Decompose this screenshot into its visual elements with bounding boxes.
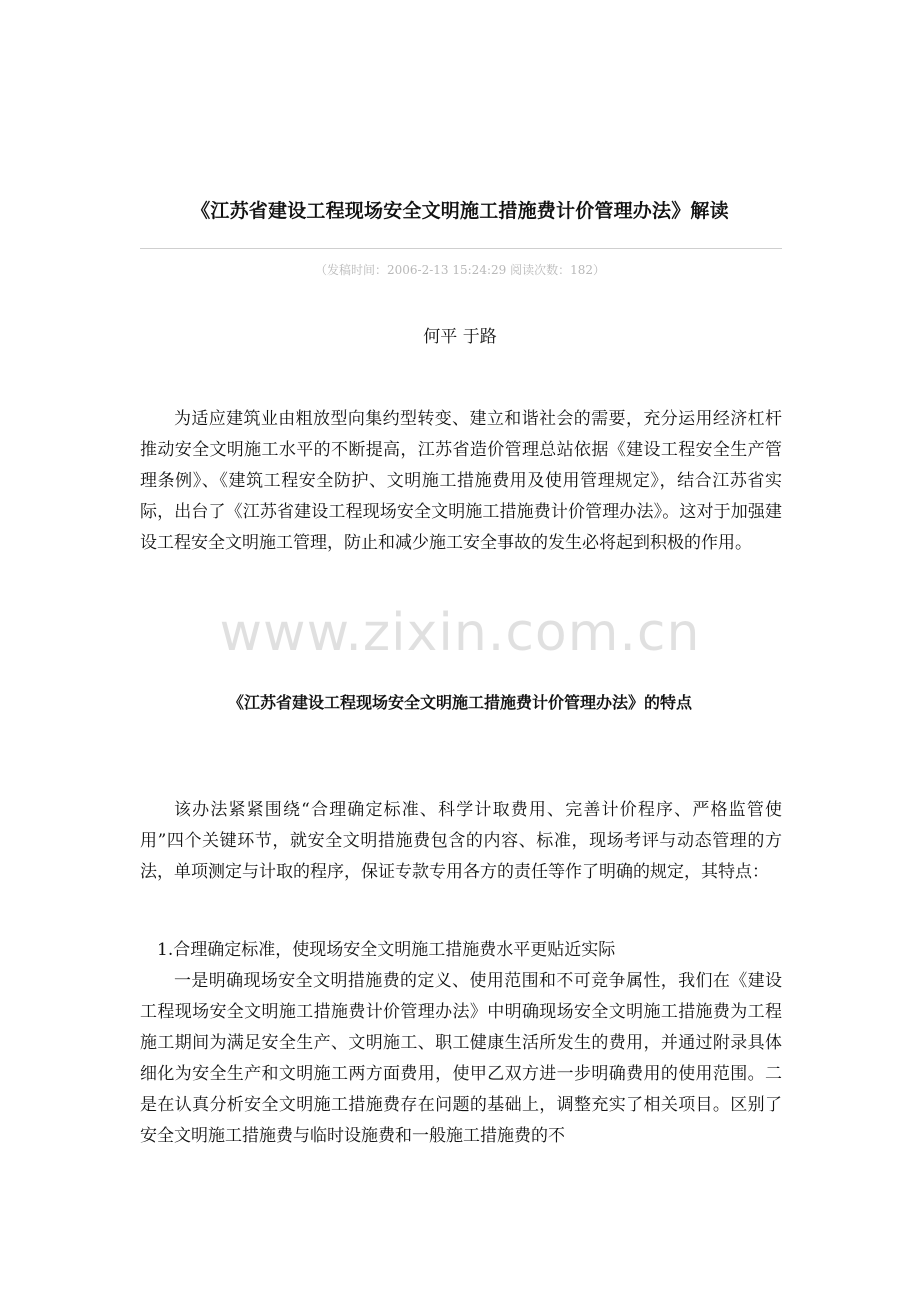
title-divider bbox=[140, 248, 782, 249]
features-paragraph: 该办法紧紧围绕“合理确定标准、科学计取费用、完善计价程序、严格监管使用”四个关键环节，就安全文明措施费包含的内容、标准，现场考评与动态管理的方法，单项测定与计取的程序，保证专款专用各方的责任等作了明确的规定，其特点： bbox=[140, 800, 782, 882]
authors: 何平 于路 bbox=[423, 327, 497, 347]
item-1-heading: 1.合理确定标准，使现场安全文明施工措施费水平更贴近实际 bbox=[157, 940, 616, 960]
section-heading: 《江苏省建设工程现场安全文明施工措施费计价管理办法》的特点 bbox=[227, 693, 692, 712]
intro-paragraph: 为适应建筑业由粗放型向集约型转变、建立和谐社会的需要，充分运用经济杠杆推动安全文明施工水平的不断提高，江苏省造价管理总站依据《建设工程安全生产管理条例》、《建筑工程安全防护、文明施工措施费用及使用管理规定》，结合江苏省实际，出台了《江苏省建设工程现场安全文明施工措施费计价管理办法》。这对于加强建设工程安全文明施工管理，防止和减少施工安全事故的发生必将起到积极的作用。 bbox=[140, 409, 782, 553]
watermark: www.zixin.com.cn bbox=[219, 603, 701, 663]
document-title: 《江苏省建设工程现场安全文明施工措施费计价管理办法》解读 bbox=[191, 200, 729, 222]
item-1-paragraph: 一是明确现场安全文明措施费的定义、使用范围和不可竞争属性，我们在《建设工程现场安全文明施工措施费计价管理办法》中明确现场安全文明施工措施费为工程施工期间为满足安全生产、文明施工、职工健康生活所发生的费用，并通过附录具体细化为安全生产和文明施工两方面费用，使甲乙双方进一步明确费用的使用范围。二是在认真分析安全文明施工措施费存在问题的基础上，调整充实了相关项目。区别了安全文明施工措施费与临时设施费和一般施工措施费的不 bbox=[140, 971, 782, 1146]
publish-meta: （发稿时间：2006-2-13 15:24:29 阅读次数：182） bbox=[315, 263, 605, 277]
